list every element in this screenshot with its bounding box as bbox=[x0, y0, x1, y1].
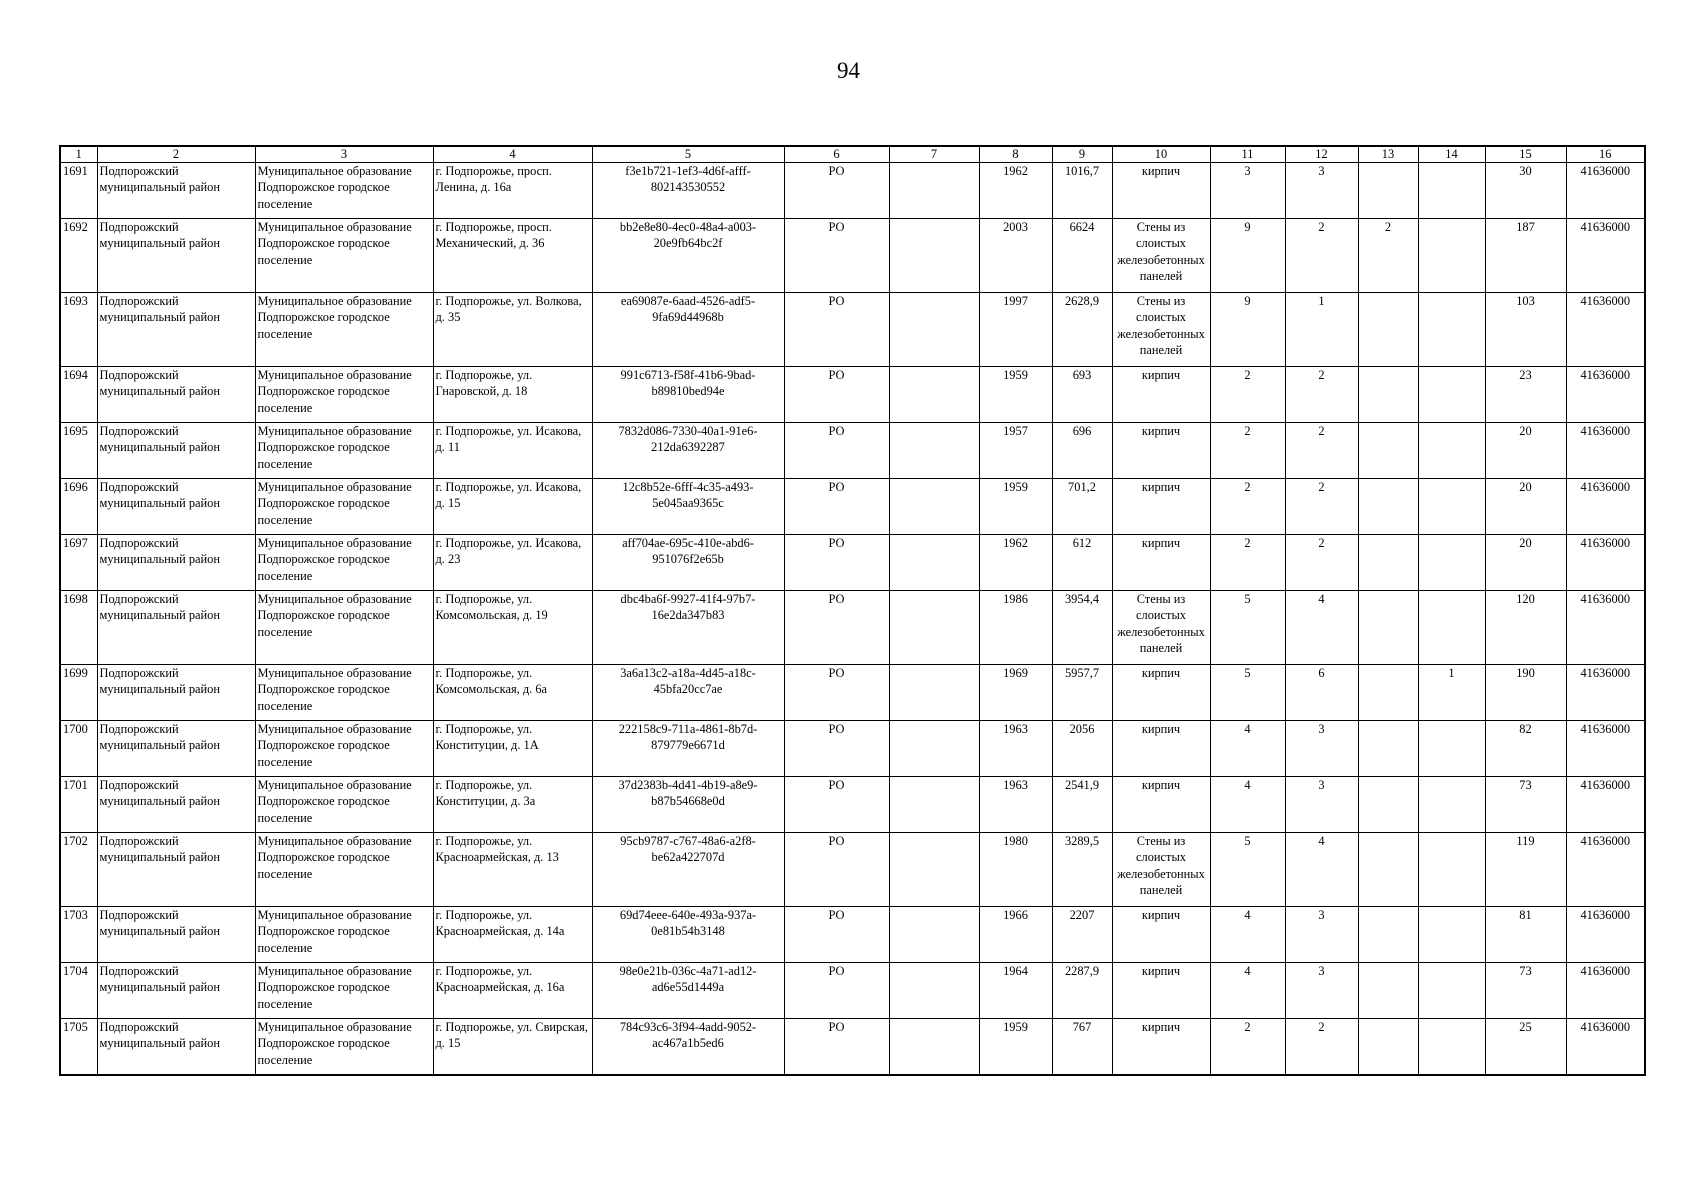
cell-col-8: 1969 bbox=[979, 665, 1052, 721]
cell-col-16: 41636000 bbox=[1566, 479, 1645, 535]
cell-col-1: 1692 bbox=[60, 219, 97, 293]
cell-col-15: 73 bbox=[1485, 963, 1566, 1019]
cell-col-5: f3e1b721-1ef3-4d6f-afff-802143530552 bbox=[592, 163, 784, 219]
cell-col-13 bbox=[1358, 721, 1418, 777]
cell-col-3: Муниципальное образование Подпорожское городское поселение bbox=[255, 721, 433, 777]
cell-col-4: г. Подпорожье, ул. Красноармейская, д. 13 bbox=[433, 833, 592, 907]
cell-col-2: Подпорожский муниципальный район bbox=[97, 963, 255, 1019]
cell-col-10: кирпич bbox=[1112, 665, 1210, 721]
table-row bbox=[60, 367, 1645, 423]
cell-col-14 bbox=[1418, 163, 1485, 219]
cell-col-12: 4 bbox=[1285, 591, 1358, 665]
column-header-3: 3 bbox=[255, 146, 433, 163]
cell-col-8: 1963 bbox=[979, 721, 1052, 777]
cell-col-5: 37d2383b-4d41-4b19-a8e9-b87b54668e0d bbox=[592, 777, 784, 833]
cell-col-10: Стены из слоистых железобетонных панелей bbox=[1112, 591, 1210, 665]
cell-col-5: 3a6a13c2-a18a-4d45-a18c-45bfa20cc7ae bbox=[592, 665, 784, 721]
cell-col-10: кирпич bbox=[1112, 721, 1210, 777]
cell-col-12: 2 bbox=[1285, 1019, 1358, 1076]
cell-col-8: 1966 bbox=[979, 907, 1052, 963]
cell-col-7 bbox=[889, 1019, 979, 1076]
table-row bbox=[60, 833, 1645, 907]
table-row bbox=[60, 907, 1645, 963]
cell-col-11: 2 bbox=[1210, 367, 1285, 423]
cell-col-6: РО bbox=[784, 293, 889, 367]
cell-col-15: 20 bbox=[1485, 479, 1566, 535]
cell-col-1: 1699 bbox=[60, 665, 97, 721]
cell-col-9: 2287,9 bbox=[1052, 963, 1112, 1019]
cell-col-3: Муниципальное образование Подпорожское городское поселение bbox=[255, 423, 433, 479]
table-row bbox=[60, 721, 1645, 777]
cell-col-7 bbox=[889, 479, 979, 535]
cell-col-16: 41636000 bbox=[1566, 721, 1645, 777]
cell-col-16: 41636000 bbox=[1566, 777, 1645, 833]
cell-col-5: 98e0e21b-036c-4a71-ad12-ad6e55d1449a bbox=[592, 963, 784, 1019]
cell-col-10: кирпич bbox=[1112, 163, 1210, 219]
cell-col-4: г. Подпорожье, ул. Красноармейская, д. 14а bbox=[433, 907, 592, 963]
cell-col-10: кирпич bbox=[1112, 479, 1210, 535]
cell-col-2: Подпорожский муниципальный район bbox=[97, 479, 255, 535]
cell-col-11: 3 bbox=[1210, 163, 1285, 219]
cell-col-11: 2 bbox=[1210, 479, 1285, 535]
table-row bbox=[60, 535, 1645, 591]
cell-col-12: 3 bbox=[1285, 163, 1358, 219]
cell-col-6: РО bbox=[784, 535, 889, 591]
cell-col-15: 20 bbox=[1485, 423, 1566, 479]
cell-col-14 bbox=[1418, 833, 1485, 907]
cell-col-12: 3 bbox=[1285, 907, 1358, 963]
cell-col-8: 1959 bbox=[979, 367, 1052, 423]
cell-col-15: 82 bbox=[1485, 721, 1566, 777]
cell-col-3: Муниципальное образование Подпорожское городское поселение bbox=[255, 1019, 433, 1076]
cell-col-9: 701,2 bbox=[1052, 479, 1112, 535]
cell-col-7 bbox=[889, 219, 979, 293]
cell-col-8: 1997 bbox=[979, 293, 1052, 367]
cell-col-4: г. Подпорожье, ул. Гнаровской, д. 18 bbox=[433, 367, 592, 423]
cell-col-13 bbox=[1358, 1019, 1418, 1076]
cell-col-15: 30 bbox=[1485, 163, 1566, 219]
cell-col-8: 1959 bbox=[979, 479, 1052, 535]
column-header-11: 11 bbox=[1210, 146, 1285, 163]
cell-col-4: г. Подпорожье, ул. Конституции, д. 3а bbox=[433, 777, 592, 833]
cell-col-12: 3 bbox=[1285, 963, 1358, 1019]
cell-col-2: Подпорожский муниципальный район bbox=[97, 219, 255, 293]
column-header-6: 6 bbox=[784, 146, 889, 163]
cell-col-4: г. Подпорожье, ул. Свирская, д. 15 bbox=[433, 1019, 592, 1076]
column-header-4: 4 bbox=[433, 146, 592, 163]
cell-col-15: 120 bbox=[1485, 591, 1566, 665]
cell-col-13 bbox=[1358, 293, 1418, 367]
cell-col-13 bbox=[1358, 163, 1418, 219]
cell-col-13 bbox=[1358, 367, 1418, 423]
cell-col-12: 2 bbox=[1285, 219, 1358, 293]
cell-col-3: Муниципальное образование Подпорожское городское поселение bbox=[255, 219, 433, 293]
cell-col-7 bbox=[889, 721, 979, 777]
cell-col-3: Муниципальное образование Подпорожское городское поселение bbox=[255, 963, 433, 1019]
cell-col-10: кирпич bbox=[1112, 535, 1210, 591]
cell-col-13 bbox=[1358, 833, 1418, 907]
table-row bbox=[60, 293, 1645, 367]
cell-col-12: 6 bbox=[1285, 665, 1358, 721]
cell-col-6: РО bbox=[784, 963, 889, 1019]
cell-col-3: Муниципальное образование Подпорожское городское поселение bbox=[255, 163, 433, 219]
cell-col-16: 41636000 bbox=[1566, 293, 1645, 367]
cell-col-8: 1963 bbox=[979, 777, 1052, 833]
page-number: 94 bbox=[837, 58, 860, 83]
column-header-13: 13 bbox=[1358, 146, 1418, 163]
table-row bbox=[60, 1019, 1645, 1076]
cell-col-5: ea69087e-6aad-4526-adf5-9fa69d44968b bbox=[592, 293, 784, 367]
column-header-14: 14 bbox=[1418, 146, 1485, 163]
cell-col-16: 41636000 bbox=[1566, 163, 1645, 219]
cell-col-11: 2 bbox=[1210, 1019, 1285, 1076]
cell-col-16: 41636000 bbox=[1566, 367, 1645, 423]
cell-col-6: РО bbox=[784, 1019, 889, 1076]
cell-col-6: РО bbox=[784, 367, 889, 423]
cell-col-7 bbox=[889, 535, 979, 591]
cell-col-4: г. Подпорожье, ул. Исакова, д. 11 bbox=[433, 423, 592, 479]
cell-col-1: 1693 bbox=[60, 293, 97, 367]
cell-col-14 bbox=[1418, 423, 1485, 479]
cell-col-8: 1959 bbox=[979, 1019, 1052, 1076]
column-header-5: 5 bbox=[592, 146, 784, 163]
cell-col-8: 2003 bbox=[979, 219, 1052, 293]
cell-col-4: г. Подпорожье, ул. Конституции, д. 1А bbox=[433, 721, 592, 777]
cell-col-9: 6624 bbox=[1052, 219, 1112, 293]
cell-col-7 bbox=[889, 591, 979, 665]
cell-col-1: 1696 bbox=[60, 479, 97, 535]
cell-col-13 bbox=[1358, 777, 1418, 833]
cell-col-10: кирпич bbox=[1112, 777, 1210, 833]
cell-col-11: 4 bbox=[1210, 777, 1285, 833]
cell-col-12: 2 bbox=[1285, 535, 1358, 591]
cell-col-6: РО bbox=[784, 479, 889, 535]
cell-col-13 bbox=[1358, 479, 1418, 535]
column-header-15: 15 bbox=[1485, 146, 1566, 163]
cell-col-8: 1962 bbox=[979, 163, 1052, 219]
cell-col-9: 2541,9 bbox=[1052, 777, 1112, 833]
cell-col-1: 1705 bbox=[60, 1019, 97, 1076]
cell-col-3: Муниципальное образование Подпорожское городское поселение bbox=[255, 293, 433, 367]
cell-col-3: Муниципальное образование Подпорожское городское поселение bbox=[255, 591, 433, 665]
cell-col-8: 1962 bbox=[979, 535, 1052, 591]
cell-col-15: 20 bbox=[1485, 535, 1566, 591]
cell-col-1: 1700 bbox=[60, 721, 97, 777]
cell-col-3: Муниципальное образование Подпорожское городское поселение bbox=[255, 367, 433, 423]
column-header-10: 10 bbox=[1112, 146, 1210, 163]
cell-col-1: 1702 bbox=[60, 833, 97, 907]
cell-col-7 bbox=[889, 293, 979, 367]
cell-col-1: 1694 bbox=[60, 367, 97, 423]
cell-col-13 bbox=[1358, 963, 1418, 1019]
column-header-8: 8 bbox=[979, 146, 1052, 163]
cell-col-12: 3 bbox=[1285, 777, 1358, 833]
cell-col-14 bbox=[1418, 293, 1485, 367]
cell-col-10: кирпич bbox=[1112, 423, 1210, 479]
cell-col-12: 2 bbox=[1285, 367, 1358, 423]
cell-col-9: 612 bbox=[1052, 535, 1112, 591]
column-header-9: 9 bbox=[1052, 146, 1112, 163]
cell-col-12: 2 bbox=[1285, 479, 1358, 535]
column-header-2: 2 bbox=[97, 146, 255, 163]
cell-col-7 bbox=[889, 907, 979, 963]
cell-col-12: 3 bbox=[1285, 721, 1358, 777]
cell-col-3: Муниципальное образование Подпорожское городское поселение bbox=[255, 665, 433, 721]
cell-col-15: 187 bbox=[1485, 219, 1566, 293]
cell-col-6: РО bbox=[784, 721, 889, 777]
cell-col-4: г. Подпорожье, ул. Исакова, д. 23 bbox=[433, 535, 592, 591]
cell-col-14 bbox=[1418, 721, 1485, 777]
cell-col-6: РО bbox=[784, 219, 889, 293]
cell-col-15: 23 bbox=[1485, 367, 1566, 423]
cell-col-1: 1703 bbox=[60, 907, 97, 963]
cell-col-10: Стены из слоистых железобетонных панелей bbox=[1112, 293, 1210, 367]
cell-col-14 bbox=[1418, 1019, 1485, 1076]
cell-col-10: кирпич bbox=[1112, 963, 1210, 1019]
cell-col-7 bbox=[889, 367, 979, 423]
cell-col-4: г. Подпорожье, просп. Ленина, д. 16а bbox=[433, 163, 592, 219]
cell-col-16: 41636000 bbox=[1566, 963, 1645, 1019]
cell-col-4: г. Подпорожье, просп. Механический, д. 36 bbox=[433, 219, 592, 293]
cell-col-8: 1986 bbox=[979, 591, 1052, 665]
cell-col-14 bbox=[1418, 591, 1485, 665]
cell-col-9: 2207 bbox=[1052, 907, 1112, 963]
cell-col-10: кирпич bbox=[1112, 1019, 1210, 1076]
cell-col-9: 696 bbox=[1052, 423, 1112, 479]
cell-col-3: Муниципальное образование Подпорожское городское поселение bbox=[255, 479, 433, 535]
cell-col-15: 25 bbox=[1485, 1019, 1566, 1076]
cell-col-2: Подпорожский муниципальный район bbox=[97, 833, 255, 907]
cell-col-9: 767 bbox=[1052, 1019, 1112, 1076]
cell-col-2: Подпорожский муниципальный район bbox=[97, 293, 255, 367]
cell-col-2: Подпорожский муниципальный район bbox=[97, 367, 255, 423]
cell-col-7 bbox=[889, 423, 979, 479]
cell-col-3: Муниципальное образование Подпорожское городское поселение bbox=[255, 535, 433, 591]
cell-col-7 bbox=[889, 777, 979, 833]
cell-col-6: РО bbox=[784, 591, 889, 665]
column-header-12: 12 bbox=[1285, 146, 1358, 163]
table-row bbox=[60, 163, 1645, 219]
cell-col-11: 4 bbox=[1210, 721, 1285, 777]
column-header-7: 7 bbox=[889, 146, 979, 163]
cell-col-4: г. Подпорожье, ул. Волкова, д. 35 bbox=[433, 293, 592, 367]
cell-col-4: г. Подпорожье, ул. Комсомольская, д. 6а bbox=[433, 665, 592, 721]
cell-col-9: 5957,7 bbox=[1052, 665, 1112, 721]
cell-col-2: Подпорожский муниципальный район bbox=[97, 163, 255, 219]
cell-col-3: Муниципальное образование Подпорожское городское поселение bbox=[255, 833, 433, 907]
table-row bbox=[60, 423, 1645, 479]
cell-col-10: кирпич bbox=[1112, 367, 1210, 423]
cell-col-14 bbox=[1418, 777, 1485, 833]
cell-col-5: dbc4ba6f-9927-41f4-97b7-16e2da347b83 bbox=[592, 591, 784, 665]
cell-col-5: 222158c9-711a-4861-8b7d-879779e6671d bbox=[592, 721, 784, 777]
cell-col-5: bb2e8e80-4ec0-48a4-a003-20e9fb64bc2f bbox=[592, 219, 784, 293]
cell-col-7 bbox=[889, 665, 979, 721]
cell-col-1: 1701 bbox=[60, 777, 97, 833]
cell-col-14 bbox=[1418, 907, 1485, 963]
cell-col-3: Муниципальное образование Подпорожское городское поселение bbox=[255, 777, 433, 833]
cell-col-14 bbox=[1418, 535, 1485, 591]
table-row bbox=[60, 219, 1645, 293]
cell-col-13 bbox=[1358, 535, 1418, 591]
cell-col-12: 1 bbox=[1285, 293, 1358, 367]
cell-col-13: 2 bbox=[1358, 219, 1418, 293]
cell-col-13 bbox=[1358, 907, 1418, 963]
cell-col-13 bbox=[1358, 591, 1418, 665]
cell-col-2: Подпорожский муниципальный район bbox=[97, 907, 255, 963]
cell-col-2: Подпорожский муниципальный район bbox=[97, 665, 255, 721]
cell-col-5: 991c6713-f58f-41b6-9bad-b89810bed94e bbox=[592, 367, 784, 423]
cell-col-10: кирпич bbox=[1112, 907, 1210, 963]
table-header-row bbox=[60, 146, 1645, 163]
cell-col-1: 1691 bbox=[60, 163, 97, 219]
cell-col-16: 41636000 bbox=[1566, 833, 1645, 907]
cell-col-12: 2 bbox=[1285, 423, 1358, 479]
cell-col-9: 2628,9 bbox=[1052, 293, 1112, 367]
cell-col-10: Стены из слоистых железобетонных панелей bbox=[1112, 833, 1210, 907]
cell-col-5: 69d74eee-640e-493a-937a-0e81b54b3148 bbox=[592, 907, 784, 963]
cell-col-4: г. Подпорожье, ул. Красноармейская, д. 16а bbox=[433, 963, 592, 1019]
cell-col-1: 1695 bbox=[60, 423, 97, 479]
cell-col-2: Подпорожский муниципальный район bbox=[97, 535, 255, 591]
cell-col-14 bbox=[1418, 963, 1485, 1019]
cell-col-6: РО bbox=[784, 907, 889, 963]
cell-col-11: 5 bbox=[1210, 591, 1285, 665]
cell-col-2: Подпорожский муниципальный район bbox=[97, 721, 255, 777]
cell-col-16: 41636000 bbox=[1566, 219, 1645, 293]
column-header-16: 16 bbox=[1566, 146, 1645, 163]
cell-col-3: Муниципальное образование Подпорожское городское поселение bbox=[255, 907, 433, 963]
cell-col-15: 119 bbox=[1485, 833, 1566, 907]
cell-col-14 bbox=[1418, 219, 1485, 293]
cell-col-5: 95cb9787-c767-48a6-a2f8-be62a422707d bbox=[592, 833, 784, 907]
cell-col-2: Подпорожский муниципальный район bbox=[97, 591, 255, 665]
cell-col-6: РО bbox=[784, 163, 889, 219]
cell-col-14 bbox=[1418, 479, 1485, 535]
cell-col-5: 7832d086-7330-40a1-91e6-212da6392287 bbox=[592, 423, 784, 479]
cell-col-1: 1704 bbox=[60, 963, 97, 1019]
cell-col-8: 1980 bbox=[979, 833, 1052, 907]
cell-col-8: 1964 bbox=[979, 963, 1052, 1019]
cell-col-11: 4 bbox=[1210, 907, 1285, 963]
cell-col-1: 1697 bbox=[60, 535, 97, 591]
cell-col-14 bbox=[1418, 367, 1485, 423]
cell-col-15: 190 bbox=[1485, 665, 1566, 721]
cell-col-9: 1016,7 bbox=[1052, 163, 1112, 219]
cell-col-16: 41636000 bbox=[1566, 1019, 1645, 1076]
table-row bbox=[60, 777, 1645, 833]
table-row bbox=[60, 665, 1645, 721]
table-row bbox=[60, 591, 1645, 665]
cell-col-4: г. Подпорожье, ул. Комсомольская, д. 19 bbox=[433, 591, 592, 665]
cell-col-15: 81 bbox=[1485, 907, 1566, 963]
cell-col-16: 41636000 bbox=[1566, 423, 1645, 479]
cell-col-5: 784c93c6-3f94-4add-9052-ac467a1b5ed6 bbox=[592, 1019, 784, 1076]
cell-col-9: 693 bbox=[1052, 367, 1112, 423]
cell-col-6: РО bbox=[784, 423, 889, 479]
cell-col-6: РО bbox=[784, 777, 889, 833]
cell-col-14: 1 bbox=[1418, 665, 1485, 721]
cell-col-11: 2 bbox=[1210, 423, 1285, 479]
table-body bbox=[60, 163, 1645, 1076]
table-row bbox=[60, 479, 1645, 535]
cell-col-2: Подпорожский муниципальный район bbox=[97, 423, 255, 479]
cell-col-11: 2 bbox=[1210, 535, 1285, 591]
cell-col-13 bbox=[1358, 665, 1418, 721]
cell-col-4: г. Подпорожье, ул. Исакова, д. 15 bbox=[433, 479, 592, 535]
cell-col-2: Подпорожский муниципальный район bbox=[97, 777, 255, 833]
cell-col-5: 12c8b52e-6fff-4c35-a493-5e045aa9365c bbox=[592, 479, 784, 535]
cell-col-15: 73 bbox=[1485, 777, 1566, 833]
column-header-1: 1 bbox=[60, 146, 97, 163]
cell-col-11: 5 bbox=[1210, 833, 1285, 907]
cell-col-11: 9 bbox=[1210, 293, 1285, 367]
cell-col-15: 103 bbox=[1485, 293, 1566, 367]
buildings-registry-table bbox=[59, 145, 1646, 1076]
cell-col-8: 1957 bbox=[979, 423, 1052, 479]
cell-col-11: 9 bbox=[1210, 219, 1285, 293]
cell-col-16: 41636000 bbox=[1566, 665, 1645, 721]
cell-col-1: 1698 bbox=[60, 591, 97, 665]
cell-col-13 bbox=[1358, 423, 1418, 479]
table-row bbox=[60, 963, 1645, 1019]
cell-col-9: 3289,5 bbox=[1052, 833, 1112, 907]
cell-col-16: 41636000 bbox=[1566, 591, 1645, 665]
cell-col-6: РО bbox=[784, 665, 889, 721]
cell-col-2: Подпорожский муниципальный район bbox=[97, 1019, 255, 1076]
cell-col-10: Стены из слоистых железобетонных панелей bbox=[1112, 219, 1210, 293]
cell-col-11: 5 bbox=[1210, 665, 1285, 721]
cell-col-5: aff704ae-695c-410e-abd6-951076f2e65b bbox=[592, 535, 784, 591]
cell-col-11: 4 bbox=[1210, 963, 1285, 1019]
cell-col-16: 41636000 bbox=[1566, 535, 1645, 591]
cell-col-16: 41636000 bbox=[1566, 907, 1645, 963]
cell-col-9: 2056 bbox=[1052, 721, 1112, 777]
cell-col-7 bbox=[889, 963, 979, 1019]
cell-col-9: 3954,4 bbox=[1052, 591, 1112, 665]
cell-col-7 bbox=[889, 163, 979, 219]
cell-col-7 bbox=[889, 833, 979, 907]
cell-col-12: 4 bbox=[1285, 833, 1358, 907]
cell-col-6: РО bbox=[784, 833, 889, 907]
